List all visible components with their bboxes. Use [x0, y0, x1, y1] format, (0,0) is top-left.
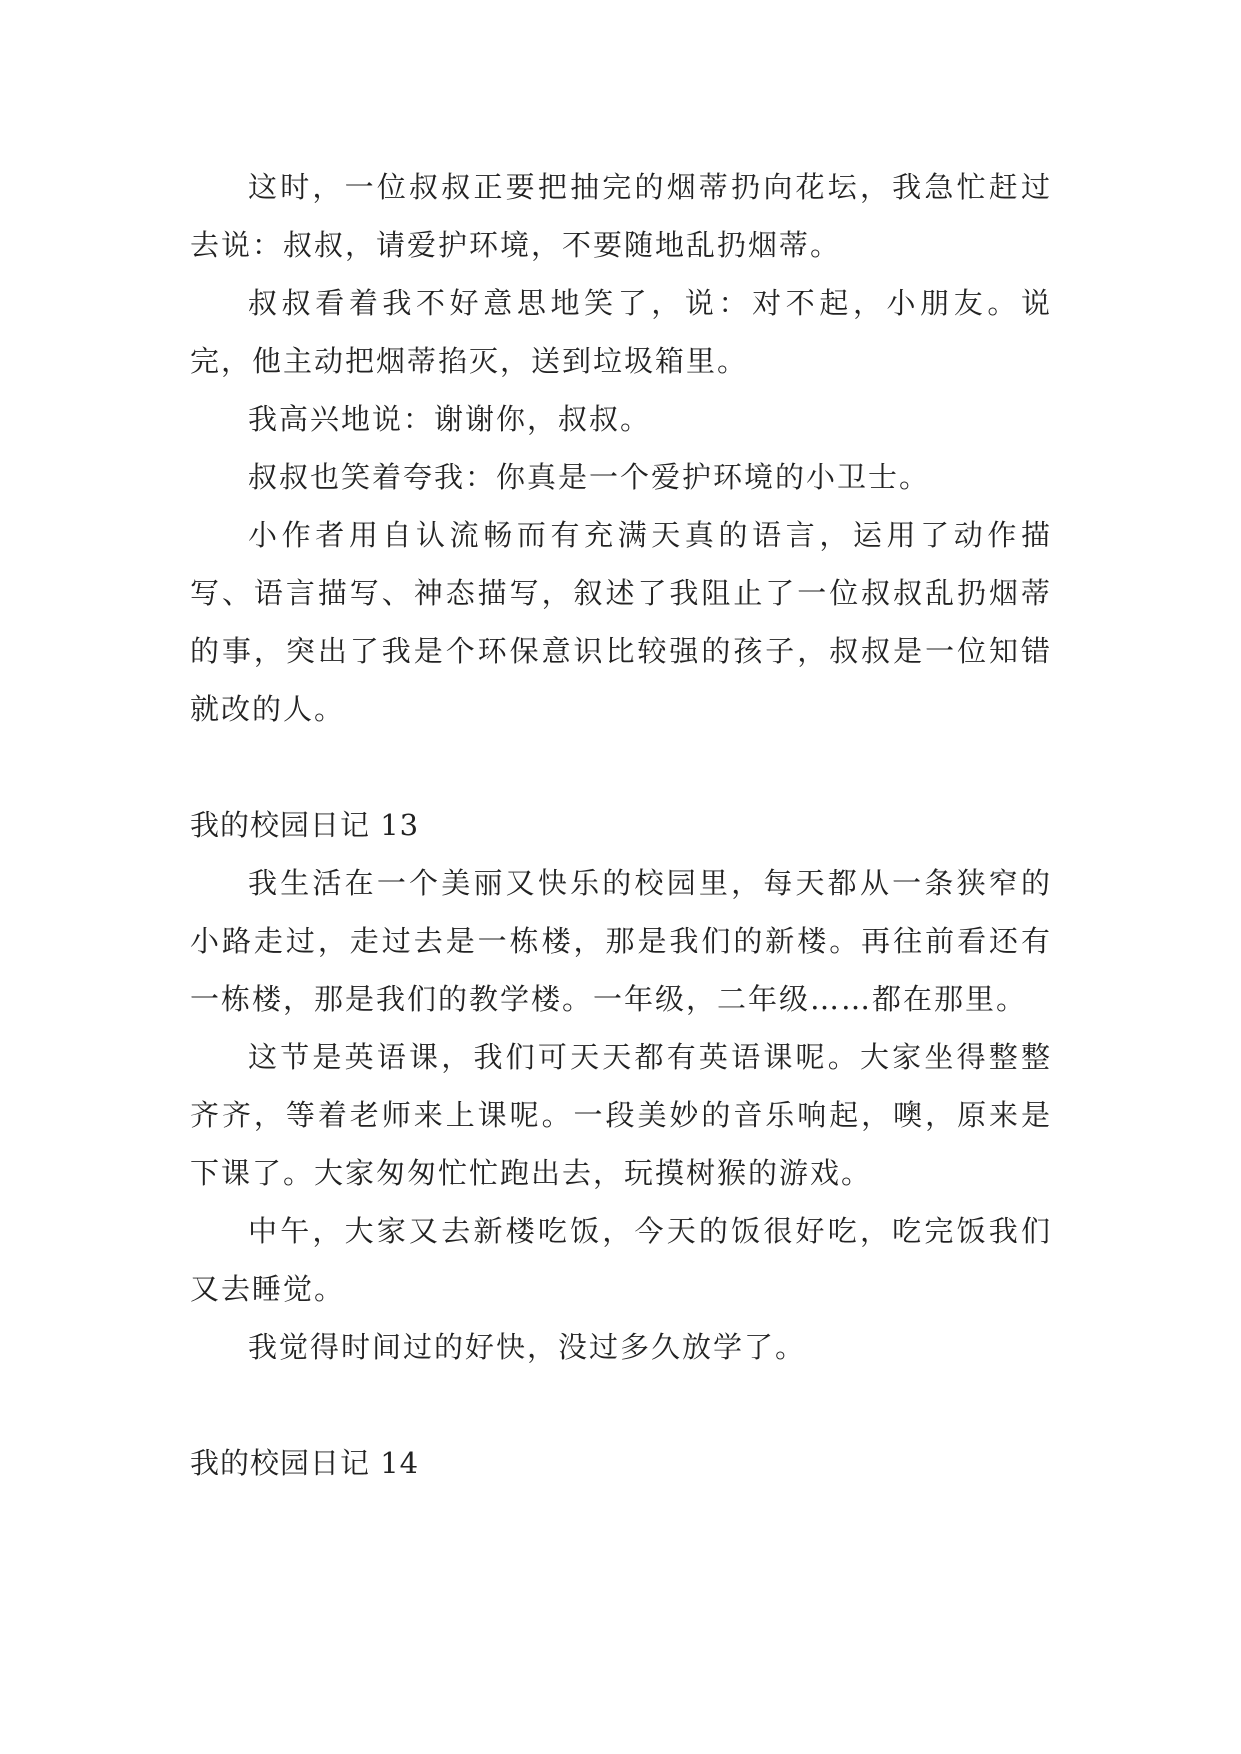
paragraph-campus: 我生活在一个美丽又快乐的校园里，每天都从一条狭窄的小路走过，走过去是一栋楼，那是我们的新楼。再往前看还有一栋楼，那是我们的教学楼。一年级，二年级……都在那里。	[190, 866, 1052, 1016]
diary-heading-14: 我的校园日记 14	[190, 1446, 420, 1480]
paragraph-comment: 小作者用自认流畅而有充满天真的语言，运用了动作描写、语言描写、神态描写，叙述了我阻止了一位叔叔乱扔烟蒂的事，突出了我是个环保意识比较强的孩子，叔叔是一位知错就改的人。	[190, 518, 1052, 726]
paragraph-praise: 叔叔也笑着夸我：你真是一个爱护环境的小卫士。	[248, 460, 931, 494]
paragraph-smoking-uncle: 这时，一位叔叔正要把抽完的烟蒂扔向花坛，我急忙赶过去说：叔叔，请爱护环境，不要随地乱扔烟蒂。	[190, 170, 1052, 262]
paragraph-lunch: 中午，大家又去新楼吃饭，今天的饭很好吃，吃完饭我们又去睡觉。	[190, 1214, 1052, 1306]
diary-heading-13: 我的校园日记 13	[190, 808, 420, 842]
section-gap	[190, 1376, 1052, 1434]
paragraph-thanks: 我高兴地说：谢谢你，叔叔。	[248, 402, 652, 436]
paragraph-time-flies: 我觉得时间过的好快，没过多久放学了。	[248, 1330, 807, 1364]
paragraph-english-class: 这节是英语课，我们可天天都有英语课呢。大家坐得整整齐齐，等着老师来上课呢。一段美妙的音乐响起，噢，原来是下课了。大家匆匆忙忙跑出去，玩摸树猴的游戏。	[190, 1040, 1052, 1190]
paragraph-uncle-apology: 叔叔看着我不好意思地笑了，说：对不起，小朋友。说完，他主动把烟蒂掐灭，送到垃圾箱里。	[190, 286, 1052, 378]
section-gap	[190, 738, 1052, 796]
document-body	[190, 158, 1052, 1492]
